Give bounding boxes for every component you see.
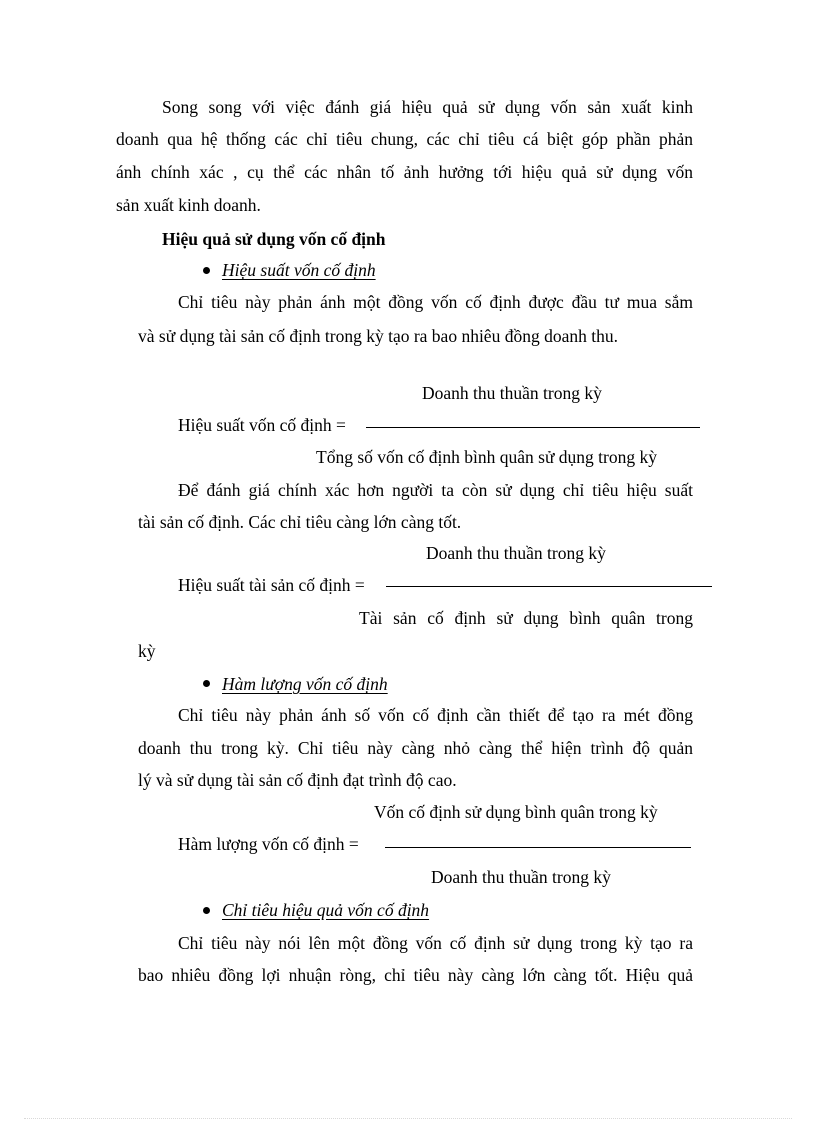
intro-line-2: doanh qua hệ thống các chỉ tiêu chung, các chỉ tiêu cá biệt góp phần phản: [116, 129, 693, 149]
bullet-icon: [203, 267, 210, 274]
bullet-hieu-suat-von: Hiệu suất vốn cố định: [222, 260, 376, 280]
intro-line-1: Song song với việc đánh giá hiệu quả sử dụng vốn sản xuất kinh: [162, 97, 693, 117]
formula2-denominator: Tài sản cố định sử dụng bình quân trong: [359, 608, 693, 628]
s2-line-1: Chỉ tiêu này phản ánh số vốn cố định cần thiết để tạo ra mét đồng: [178, 705, 693, 725]
bullet-icon: [203, 680, 210, 687]
s2-line-2: doanh thu trong kỳ. Chỉ tiêu này càng nhỏ càng thể hiện trình độ quản: [138, 738, 693, 758]
s2-line-3: lý và sử dụng tài sản cố định đạt trình độ cao.: [138, 770, 457, 790]
bullet-chi-tieu-hieu-qua: Chỉ tiêu hiệu quả vốn cố định: [222, 900, 430, 920]
formula1-numerator: Doanh thu thuần trong kỳ: [422, 383, 602, 403]
bullet-ham-luong-von: Hàm lượng vốn cố định: [222, 674, 388, 694]
bullet-icon: [203, 907, 210, 914]
formula2-fraction-bar: [386, 586, 712, 587]
formula1-label: Hiệu suất vốn cố định =: [178, 415, 346, 435]
formula3-denominator: Doanh thu thuần trong kỳ: [431, 867, 611, 887]
s1-line-1: Chỉ tiêu này phản ánh một đồng vốn cố định được đầu tư mua sắm: [178, 292, 693, 312]
formula2-denominator-wrap: kỳ: [138, 641, 156, 661]
s3-line-2: bao nhiêu đồng lợi nhuận ròng, chỉ tiêu này càng lớn càng tốt. Hiệu quả: [138, 965, 693, 985]
intro-line-4: sản xuất kinh doanh.: [116, 195, 261, 215]
s1-line-3: Để đánh giá chính xác hơn người ta còn sử dụng chỉ tiêu hiệu suất: [178, 480, 693, 500]
formula2-numerator: Doanh thu thuần trong kỳ: [426, 543, 606, 563]
formula3-numerator: Vốn cố định sử dụng bình quân trong kỳ: [374, 802, 658, 822]
section-heading: Hiệu quả sử dụng vốn cố định: [162, 229, 386, 249]
formula3-fraction-bar: [385, 847, 691, 848]
intro-line-3: ánh chính xác , cụ thể các nhân tố ảnh hưởng tới hiệu quả sử dụng vốn: [116, 162, 693, 182]
s3-line-1: Chỉ tiêu này nói lên một đồng vốn cố định sử dụng trong kỳ tạo ra: [178, 933, 693, 953]
formula1-denominator: Tổng số vốn cố định bình quân sử dụng trong kỳ: [316, 447, 657, 467]
s1-line-4: tài sản cố định. Các chỉ tiêu càng lớn càng tốt.: [138, 512, 462, 532]
s1-line-2: và sử dụng tài sản cố định trong kỳ tạo ra bao nhiêu đồng doanh thu.: [138, 326, 618, 346]
formula2-label: Hiệu suất tài sản cố định =: [178, 575, 365, 595]
page-bottom-rule: [24, 1118, 792, 1119]
formula3-label: Hàm lượng vốn cố định =: [178, 834, 359, 854]
formula1-fraction-bar: [366, 427, 700, 428]
